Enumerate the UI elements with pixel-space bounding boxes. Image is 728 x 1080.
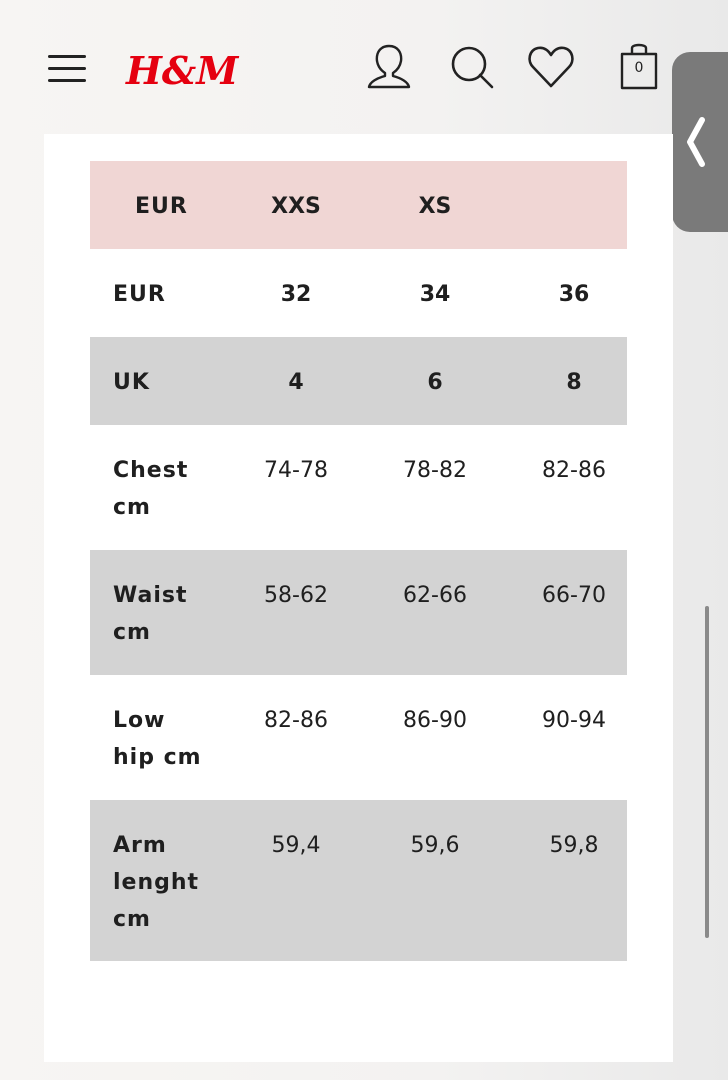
size-row xyxy=(90,800,627,961)
size-row-value: 59,6 xyxy=(410,833,460,858)
size-row-value: 66-70 xyxy=(542,583,606,608)
size-row-value: 59,8 xyxy=(549,833,599,858)
size-row-value: 90-94 xyxy=(542,708,606,733)
size-row xyxy=(90,249,627,337)
size-row xyxy=(90,425,627,550)
size-row-value: 36 xyxy=(558,282,590,307)
size-row xyxy=(90,550,627,675)
page-scrollbar[interactable] xyxy=(705,606,709,938)
shopping-bag-icon[interactable] xyxy=(614,42,664,92)
size-row-value: 78-82 xyxy=(403,458,467,483)
size-guide-panel xyxy=(44,134,673,1062)
search-icon[interactable] xyxy=(447,42,497,92)
size-row-label: Chest cm xyxy=(113,458,189,520)
size-header-col-2: XS xyxy=(418,194,452,219)
size-row xyxy=(90,337,627,425)
size-row-label: UK xyxy=(113,370,150,395)
size-header-row xyxy=(90,161,627,249)
hamburger-menu-icon[interactable] xyxy=(48,55,86,81)
svg-text:H&M: H&M xyxy=(126,48,239,93)
size-row-value: 6 xyxy=(427,370,443,395)
size-row-value: 59,4 xyxy=(271,833,321,858)
favorites-heart-icon[interactable] xyxy=(526,42,576,92)
size-row-value: 32 xyxy=(280,282,312,307)
size-row-label: Waist cm xyxy=(113,583,188,645)
bag-item-count: 0 xyxy=(634,60,644,76)
size-row-value: 58-62 xyxy=(264,583,328,608)
size-row-value: 82-86 xyxy=(542,458,606,483)
top-navigation-bar xyxy=(0,0,718,134)
size-row xyxy=(90,675,627,800)
size-row-value: 4 xyxy=(288,370,304,395)
size-row-value: 8 xyxy=(566,370,582,395)
account-icon[interactable] xyxy=(364,42,414,92)
size-row-label: Low hip cm xyxy=(113,708,202,770)
size-row-value: 34 xyxy=(419,282,451,307)
size-row-value: 62-66 xyxy=(403,583,467,608)
size-row-value: 86-90 xyxy=(403,708,467,733)
size-row-label: EUR xyxy=(113,282,166,307)
size-row-label: Arm lenght cm xyxy=(113,833,200,932)
chevron-left-icon xyxy=(684,116,708,168)
size-row-value: 82-86 xyxy=(264,708,328,733)
side-panel-toggle[interactable] xyxy=(672,52,728,232)
hm-logo[interactable] xyxy=(124,42,239,94)
size-row-value: 74-78 xyxy=(264,458,328,483)
size-header-label: EUR xyxy=(135,194,188,219)
size-header-col-1: XXS xyxy=(271,194,321,219)
